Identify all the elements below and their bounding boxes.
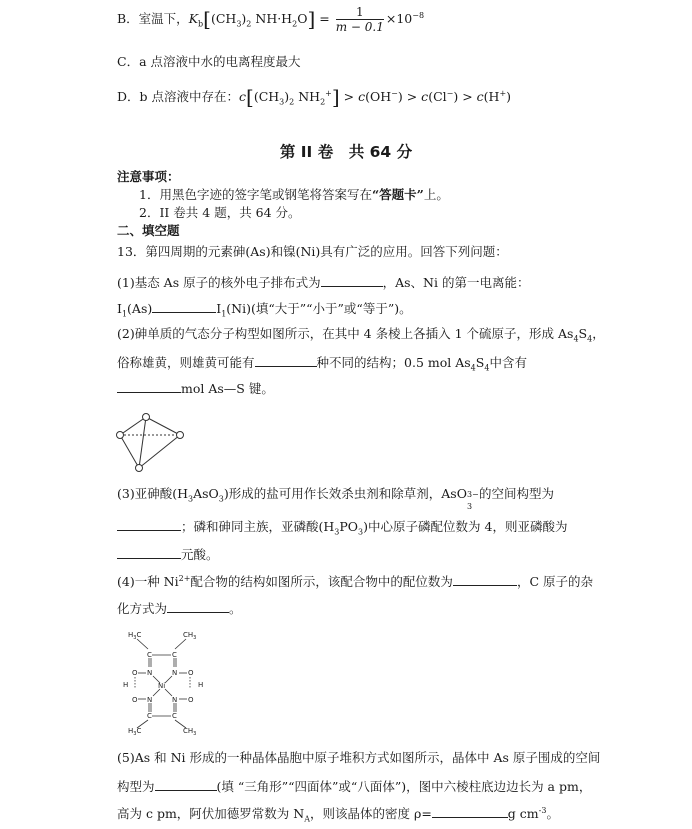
svg-text:CH3: $CH_3$ xyxy=(183,727,197,735)
q13-part2-line3: mol As—S 键。 xyxy=(117,381,274,396)
option-b: B．室温下，$K_b[(CH_3)_2$ $NH\cdot H_2O$] = $\frac{1}{m - 0.1}$ $\times 10^{-8}$ xyxy=(117,5,425,34)
svg-text:N: N xyxy=(172,669,178,677)
answer-blank[interactable] xyxy=(117,547,181,559)
svg-text:N: N xyxy=(172,696,178,704)
q13-part5-line3: 高为 c pm，阿伏加德罗常数为 $N_A$，则该晶体的密度 ρ= g $cm^{-3}$。 xyxy=(117,805,559,824)
q13-part4-line2: 化方式为 。 xyxy=(117,601,242,616)
answer-blank[interactable] xyxy=(167,601,229,613)
q13-part1-line1: (1)基态 As 原子的核外电子排布式为 ，As、Ni 的第一电离能： xyxy=(117,275,530,290)
svg-text:Ni: Ni xyxy=(158,682,166,690)
svg-text:N: N xyxy=(147,696,153,704)
answer-blank[interactable] xyxy=(453,574,517,586)
svg-text:H: H xyxy=(123,681,129,689)
notes-item-1: 1．用黑色字迹的签字笔或钢笔将答案写在“答题卡”上。 xyxy=(139,187,449,202)
answer-blank[interactable] xyxy=(321,275,383,287)
answer-blank[interactable] xyxy=(117,519,181,531)
q13-part3-line1: (3)亚砷酸$(H_3AsO_3)$形成的盐可用作长效杀虫剂和除草剂，AsO 3− 3 的空间构型为 xyxy=(117,486,554,511)
notes-item-2: 2．II 卷共 4 题，共 64 分。 xyxy=(139,205,301,220)
svg-text:H: H xyxy=(198,681,204,689)
q13-part2-line2: 俗称雄黄，则雄黄可能有 种不同的结构；0.5 mol $As_4S_4$中含有 xyxy=(117,355,527,373)
svg-text:C: C xyxy=(147,712,152,720)
ni-complex-structure-figure xyxy=(115,625,215,735)
answer-blank[interactable] xyxy=(255,355,317,367)
option-d: D．b 点溶液中存在：$c[(CH_3)_2$ $NH_2^+] > c(OH^-) > c(Cl^-) > c(H^+)$ xyxy=(117,85,512,109)
svg-text:H3C: $H_3C$ xyxy=(128,631,142,641)
svg-text:O: O xyxy=(132,696,138,704)
svg-text:O: O xyxy=(188,669,194,677)
part-heading: 二、填空题 xyxy=(117,223,180,238)
q13-part1-line2: $I_1(As)$ $I_1(Ni)$(填“大于”“小于”或“等于”)。 xyxy=(117,301,412,319)
answer-blank[interactable] xyxy=(155,779,217,791)
q13-part5-line2: 构型为 (填 “三角形”“四面体”或“八面体”)，图中六棱柱底边边长为 a pm， xyxy=(117,779,592,794)
q13-part3-line3: 元酸。 xyxy=(117,547,219,562)
answer-blank[interactable] xyxy=(152,301,216,313)
option-c: C．a 点溶液中水的电离程度最大 xyxy=(117,54,301,69)
as4-tetrahedron-figure xyxy=(112,412,190,474)
section-title: 第 II 卷 共 64 分 xyxy=(279,143,413,161)
notes-heading: 注意事项： xyxy=(117,169,180,184)
svg-text:O: O xyxy=(188,696,194,704)
svg-text:C: C xyxy=(172,712,177,720)
fraction: $\frac{1}{m - 0.1}$ xyxy=(335,5,384,34)
svg-text:CH3: $CH_3$ xyxy=(183,631,197,641)
q13-part4-line1: (4)一种 $Ni^{2+}$配合物的结构如图所示，该配合物中的配位数为 ，C 原子的杂 xyxy=(117,573,593,589)
svg-text:C: C xyxy=(147,651,152,659)
q13-part2-line1: (2)砷单质的气态分子构型如图所示，在其中 4 条棱上各插入 1 个硫原子，形成 $As_4S_4$， xyxy=(117,326,605,344)
q13-part3-line2: ；磷和砷同主族，亚磷酸$(H_3PO_3)$中心原子磷配位数为 4，则亚磷酸为 xyxy=(117,519,567,534)
question-13-stem: 13．第四周期的元素砷(As)和镍(Ni)具有广泛的应用。回答下列问题： xyxy=(117,244,508,259)
svg-text:C: C xyxy=(172,651,177,659)
q13-part5-line1: (5)As 和 Ni 形成的一种晶体晶胞中原子堆积方式如图所示，晶体中 As 原子围成的空间 xyxy=(117,750,601,765)
answer-blank[interactable] xyxy=(432,806,508,818)
answer-blank[interactable] xyxy=(117,381,181,393)
svg-text:O: O xyxy=(132,669,138,677)
svg-text:N: N xyxy=(147,669,153,677)
svg-text:H3C: $H_3C$ xyxy=(128,727,142,735)
